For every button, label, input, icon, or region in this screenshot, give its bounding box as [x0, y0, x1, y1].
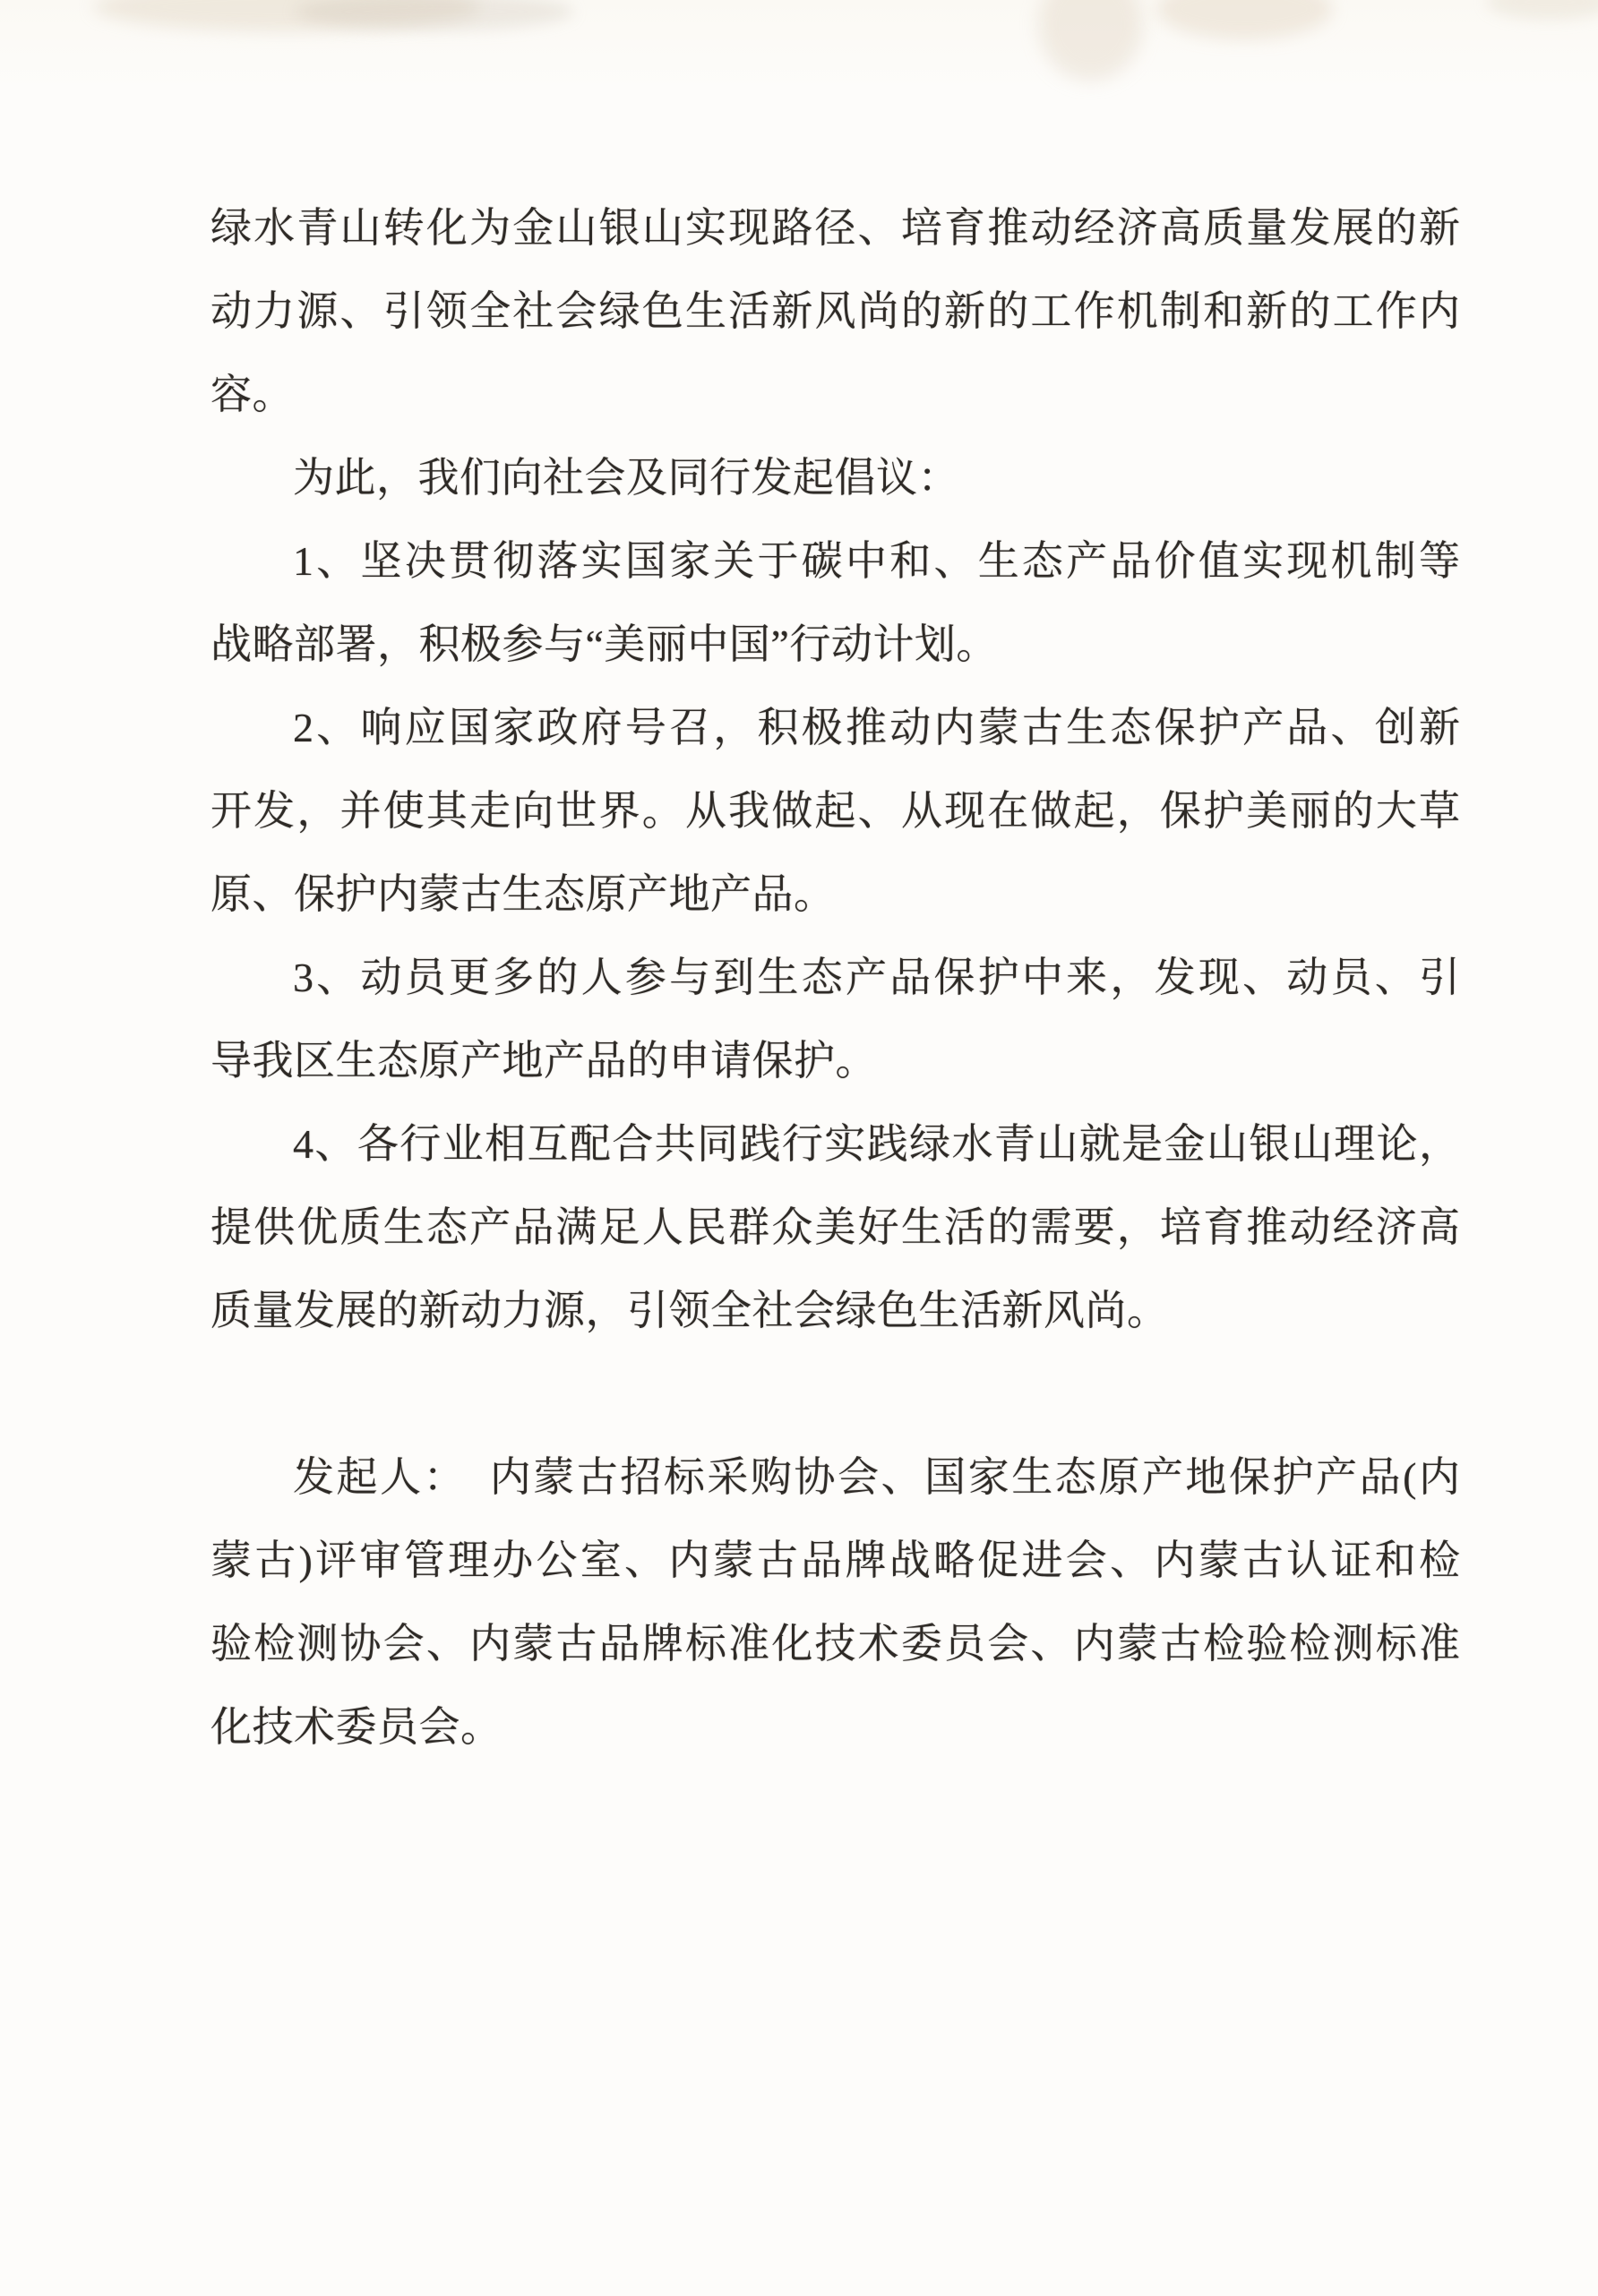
scan-artifact	[1039, 0, 1142, 81]
scan-artifact	[94, 0, 479, 31]
text-line: 开发，并使其走向世界。从我做起、从现在做起，保护美丽的大草	[210, 788, 1460, 834]
text-line: 动力源、引领全社会绿色生活新风尚的新的工作机制和新的工作内	[210, 288, 1460, 334]
text-line: 化技术委员会。	[210, 1704, 503, 1750]
text-line: 蒙古)评审管理办公室、内蒙古品牌战略促进会、内蒙古认证和检	[210, 1538, 1460, 1583]
proposal-item-2	[210, 686, 1460, 936]
proposal-item-4	[210, 1102, 1460, 1352]
text-line: 导我区生态原产地产品的申请保护。	[210, 1038, 877, 1084]
text-line: 发起人： 内蒙古招标采购协会、国家生态原产地保护产品(内	[293, 1454, 1460, 1500]
proposal-item-1	[210, 519, 1460, 686]
paragraph-carryover	[210, 186, 1460, 436]
text-line: 质量发展的新动力源，引领全社会绿色生活新风尚。	[210, 1288, 1169, 1333]
text-line: 4、各行业相互配合共同践行实践绿水青山就是金山银山理论，	[293, 1121, 1460, 1167]
text-line: 2、响应国家政府号召，积极推动内蒙古生态保护产品、创新	[293, 705, 1460, 750]
proposal-item-3	[210, 936, 1460, 1102]
paragraph-spacer	[210, 1352, 1460, 1435]
text-line: 绿水青山转化为金山银山实现路径、培育推动经济高质量发展的新	[210, 205, 1460, 251]
text-line: 提供优质生态产品满足人民群众美好生活的需要，培育推动经济高	[210, 1204, 1460, 1250]
scan-artifact	[1487, 0, 1598, 20]
text-line: 3、动员更多的人参与到生态产品保护中来，发现、动员、引	[293, 955, 1460, 1000]
text-line: 原、保护内蒙古生态原产地产品。	[210, 871, 836, 917]
paragraph-initiators	[210, 1435, 1460, 1769]
text-line: 验检测协会、内蒙古品牌标准化技术委员会、内蒙古检验检测标准	[210, 1621, 1460, 1666]
scan-artifact	[296, 0, 573, 30]
scan-artifact	[1157, 0, 1332, 39]
document-body	[210, 186, 1460, 1769]
text-line: 为此，我们向社会及同行发起倡议：	[293, 455, 959, 501]
text-line: 战略部署，积极参与“美丽中国”行动计划。	[210, 621, 998, 667]
text-line: 1、坚决贯彻落实国家关于碳中和、生态产品价值实现机制等	[293, 538, 1460, 584]
text-line: 容。	[210, 372, 294, 417]
paragraph-preamble	[210, 436, 1460, 519]
